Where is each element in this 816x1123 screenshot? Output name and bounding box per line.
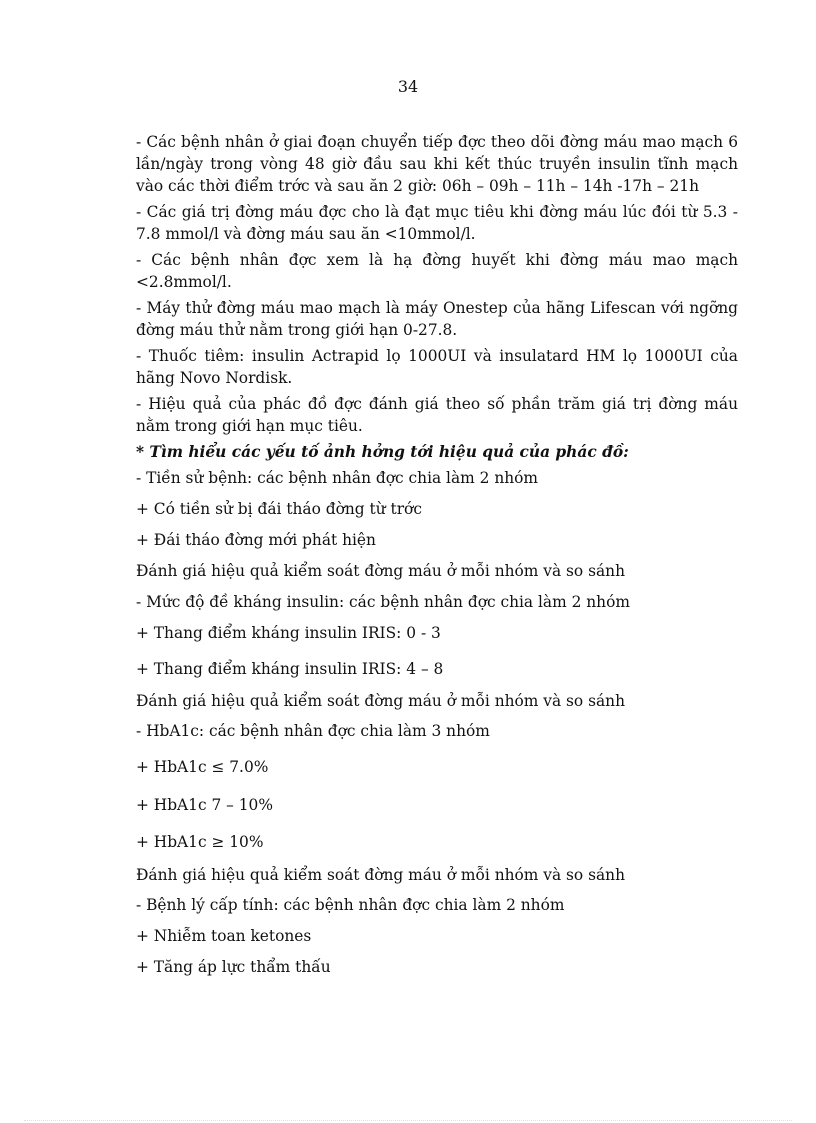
list-item: + Tăng áp lực thẩm thấu <box>136 958 331 976</box>
list-item: - HbA1c: các bệnh nhân đợc chia làm 3 nhóm <box>136 722 490 740</box>
paragraph-efficacy-measure: - Hiệu quả của phác đồ đợc đánh giá theo số phần trăm giá trị đờng máu nằm trong giới hạn mục tiêu. <box>136 395 738 435</box>
section-heading: * Tìm hiểu các yếu tố ảnh hởng tới hiệu quả của phác đồ: <box>136 443 629 461</box>
page-number: 34 <box>397 77 419 96</box>
list-item: + HbA1c ≤ 7.0% <box>136 758 269 776</box>
list-item: + Nhiễm toan ketones <box>136 927 312 945</box>
list-item: Đánh giá hiệu quả kiểm soát đờng máu ở mỗi nhóm và so sánh <box>136 692 625 710</box>
list-item: Đánh giá hiệu quả kiểm soát đờng máu ở mỗi nhóm và so sánh <box>136 562 625 580</box>
list-item: + Thang điểm kháng insulin IRIS: 4 – 8 <box>136 660 444 678</box>
paragraph-glucose-targets: - Các giá trị đờng máu đợc cho là đạt mục tiêu khi đờng máu lúc đói từ 5.3 - 7.8 mmol/l và đờng máu sau ăn <10mmol/l. <box>136 203 738 243</box>
document-body <box>136 131 738 978</box>
list-item: - Bệnh lý cấp tính: các bệnh nhân đợc chia làm 2 nhóm <box>136 896 565 914</box>
list-item: + Đái tháo đờng mới phát hiện <box>136 531 376 549</box>
paragraph-hypoglycemia-definition: - Các bệnh nhân đợc xem là hạ đờng huyết khi đờng máu mao mạch <2.8mmol/l. <box>136 251 738 291</box>
list-item: + Có tiền sử bị đái tháo đờng từ trớc <box>136 500 422 518</box>
paragraph-transition-monitoring: - Các bệnh nhân ở giai đoạn chuyển tiếp đợc theo dõi đờng máu mao mạch 6 lần/ngày trong vòng 48 giờ đầu sau khi kết thúc truyền insulin tĩnh mạch vào các thời điểm trớc và sau ăn 2 giờ: 06h – 09h – 11h – 14h -17h – 21h <box>136 133 738 195</box>
list-item: + HbA1c 7 – 10% <box>136 796 273 814</box>
list-item: + HbA1c ≥ 10% <box>136 833 264 851</box>
list-item: - Tiền sử bệnh: các bệnh nhân đợc chia làm 2 nhóm <box>136 469 539 487</box>
paragraph-insulin-drugs: - Thuốc tiêm: insulin Actrapid lọ 1000UI và insulatard HM lọ 1000UI của hãng Novo Nordisk. <box>136 347 738 387</box>
list-item: - Mức độ đề kháng insulin: các bệnh nhân đợc chia làm 2 nhóm <box>136 593 630 611</box>
paragraph-glucose-meter: - Máy thử đờng máu mao mạch là máy Onestep của hãng Lifescan với ngỡng đờng máu thử nằm trong giới hạn 0-27.8. <box>136 299 738 339</box>
list-item: + Thang điểm kháng insulin IRIS: 0 - 3 <box>136 624 441 642</box>
page-bottom-divider <box>24 1120 792 1121</box>
list-item: Đánh giá hiệu quả kiểm soát đờng máu ở mỗi nhóm và so sánh <box>136 866 625 884</box>
